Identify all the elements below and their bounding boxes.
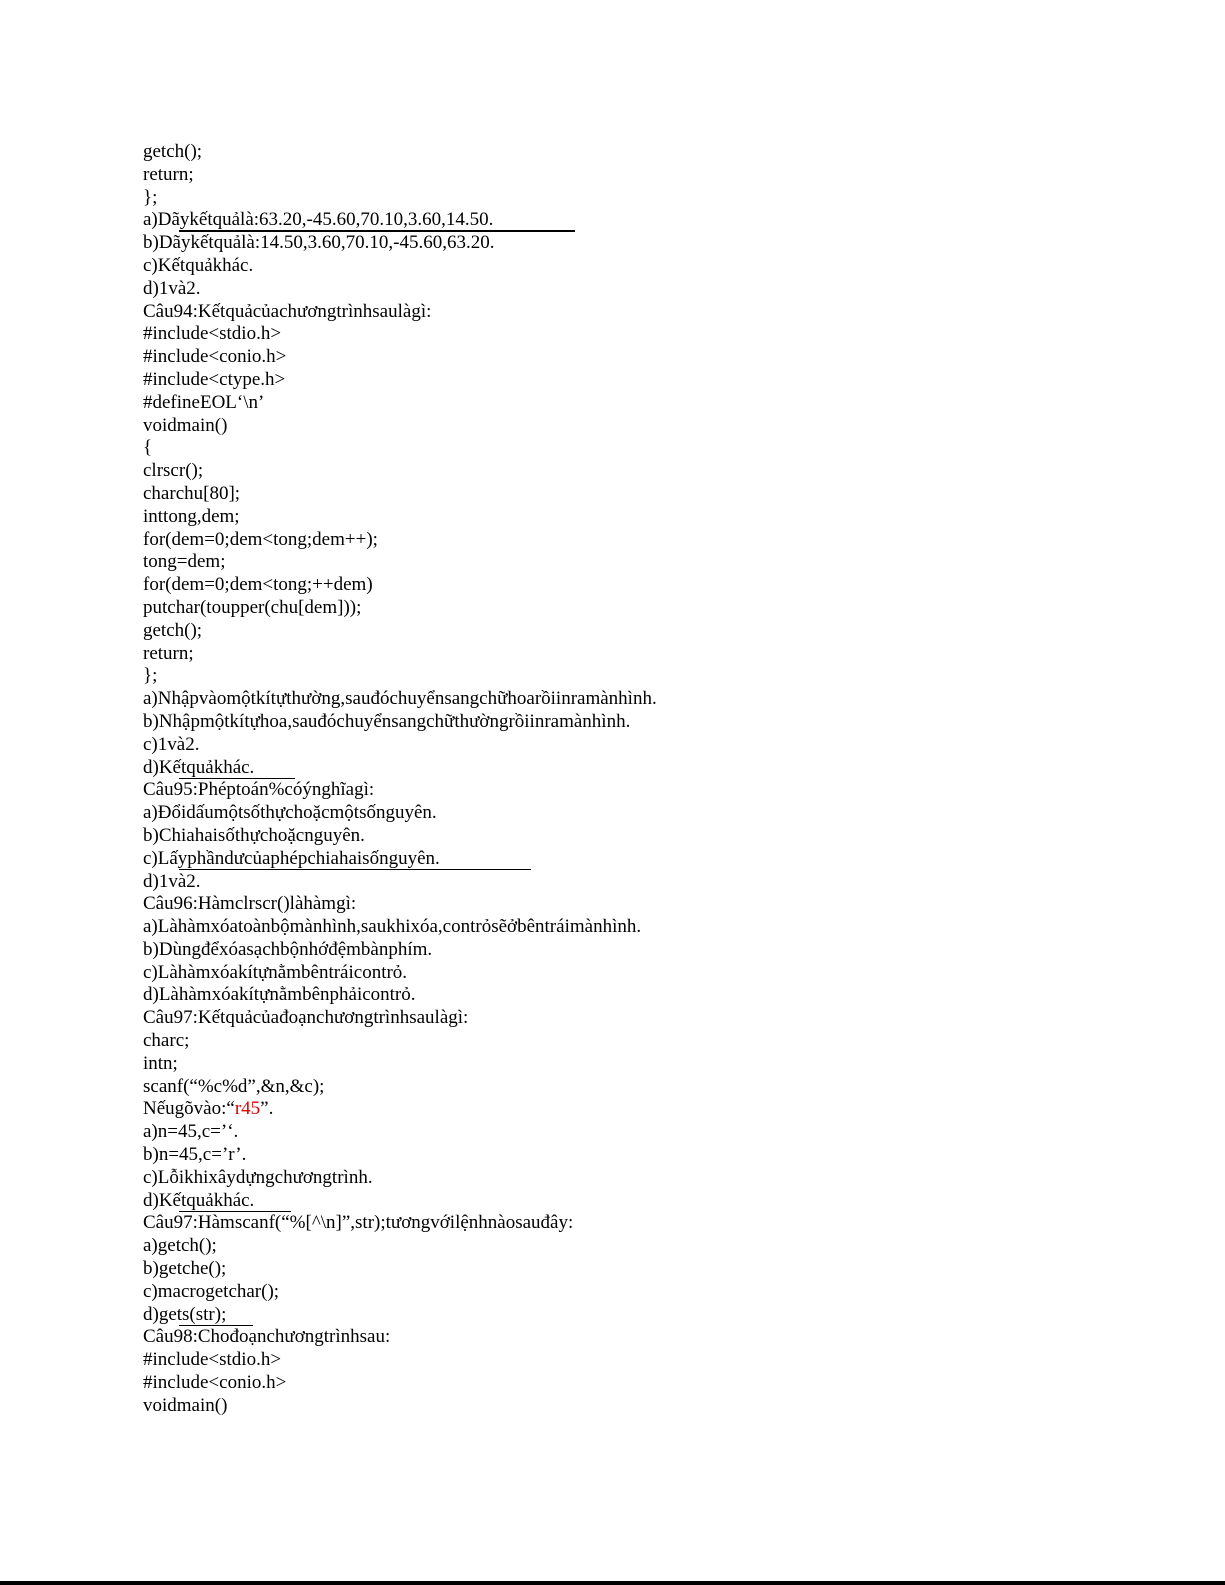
text-line: voidmain() [143,1394,228,1416]
text-line: a)Làhàmxóatoànbộmànhình,saukhixóa,contrỏsẽởbêntráimànhình. [143,916,642,938]
question-line: Câu97:Kếtquảcủađoạnchươngtrìnhsaulàgì: [143,1007,469,1029]
text-span: ”. [260,1098,274,1120]
text-line: }; [143,186,158,208]
question-line: Câu96:Hàmclrscr()làhàmgì: [143,893,357,915]
text-line: }; [143,665,158,687]
text-line: c)Làhàmxóakítựnằmbêntráicontrỏ. [143,961,408,983]
text-span: d)Kếtquảkhác. [143,756,255,778]
question-line: Câu94:Kếtquảcủachươngtrìnhsaulàgì: [143,300,432,322]
answer-line-marked [143,757,1143,780]
text-line: a)n=45,c=’‘. [143,1121,239,1143]
text-line: d)Làhàmxóakítựnằmbênphảicontrỏ. [143,984,416,1006]
text-line: #include<stdio.h> [143,1349,282,1371]
text-line: b)n=45,c=’r’. [143,1144,247,1166]
text-line: b)Dãykếtquảlà:14.50,3.60,70.10,-45.60,63.20. [143,232,495,254]
text-span: c)Lấyphầndưcủaphépchiahaisốnguyên. [143,847,440,869]
text-line: scanf(“%c%d”,&n,&c); [143,1075,325,1097]
highlighted-input: r45 [234,1098,261,1120]
text-line: b)Dùngđểxóasạchbộnhớđệmbànphím. [143,938,433,960]
text-line: return; [143,163,194,185]
text-line: voidmain() [143,414,228,436]
text-line: a)Nhậpvàomộtkítựthường,sauđóchuyểnsangchữhoarồiinramànhình. [143,688,657,710]
text-line: intn; [143,1052,178,1074]
text-line: #include<conio.h> [143,346,287,368]
text-line: #include<ctype.h> [143,368,286,390]
text-line: charchu[80]; [143,482,241,504]
text-line: clrscr(); [143,460,204,482]
text-line: getch(); [143,619,203,641]
text-line: d)1và2. [143,277,201,299]
text-line: a)getch(); [143,1235,217,1257]
text-line: c)macrogetchar(); [143,1280,280,1302]
text-line: c)1và2. [143,733,200,755]
text-line: inttong,dem; [143,505,240,527]
document-page [143,141,1143,1418]
text-line: for(dem=0;dem<tong;++dem) [143,574,373,596]
text-span: d)gets(str); [143,1303,227,1325]
page-bottom-border [0,1581,1225,1585]
text-line: tong=dem; [143,551,226,573]
question-line: Câu97:Hàmscanf(“%[^\n]”,str);tươngvớilệnhnàosauđây: [143,1212,574,1234]
text-line: getch(); [143,141,203,162]
text-line: return; [143,642,194,664]
text-line: for(dem=0;dem<tong;dem++); [143,528,378,550]
text-line: putchar(toupper(chu[dem])); [143,596,362,618]
question-line: Câu95:Phéptoán%cóýnghĩagì: [143,779,375,801]
text-line: b)Chiahaisốthựchoặcnguyên. [143,824,365,846]
text-line: #include<stdio.h> [143,323,282,345]
text-span: d)Kếtquảkhác. [143,1189,255,1211]
text-line: d)1và2. [143,870,201,892]
text-span: a)Dãykếtquảlà:63.20,-45.60,70.10,3.60,14.50. [143,209,494,231]
answer-line-marked [143,1190,1143,1213]
text-line: c)Kếtquảkhác. [143,254,254,276]
text-line: #include<conio.h> [143,1372,287,1394]
text-line: b)Nhậpmộtkítựhoa,sauđóchuyểnsangchữthườngrồiinramànhình. [143,710,631,732]
text-line: { [143,437,153,459]
text-line: charc; [143,1030,190,1052]
question-line: Câu98:Chođoạnchươngtrìnhsau: [143,1326,391,1348]
answer-line-marked [143,209,1143,232]
text-line: b)getche(); [143,1258,227,1280]
text-span: Nếugõvào:“ [143,1098,235,1120]
answer-line-marked [143,1304,1143,1327]
text-line: a)Đổidấumộtsốthựchoặcmộtsốnguyên. [143,802,437,824]
input-line [143,1098,1143,1121]
answer-line-marked [143,848,1143,871]
text-line: c)Lỗikhixâydựngchươngtrình. [143,1166,373,1188]
text-line: #defineEOL‘\n’ [143,391,265,413]
